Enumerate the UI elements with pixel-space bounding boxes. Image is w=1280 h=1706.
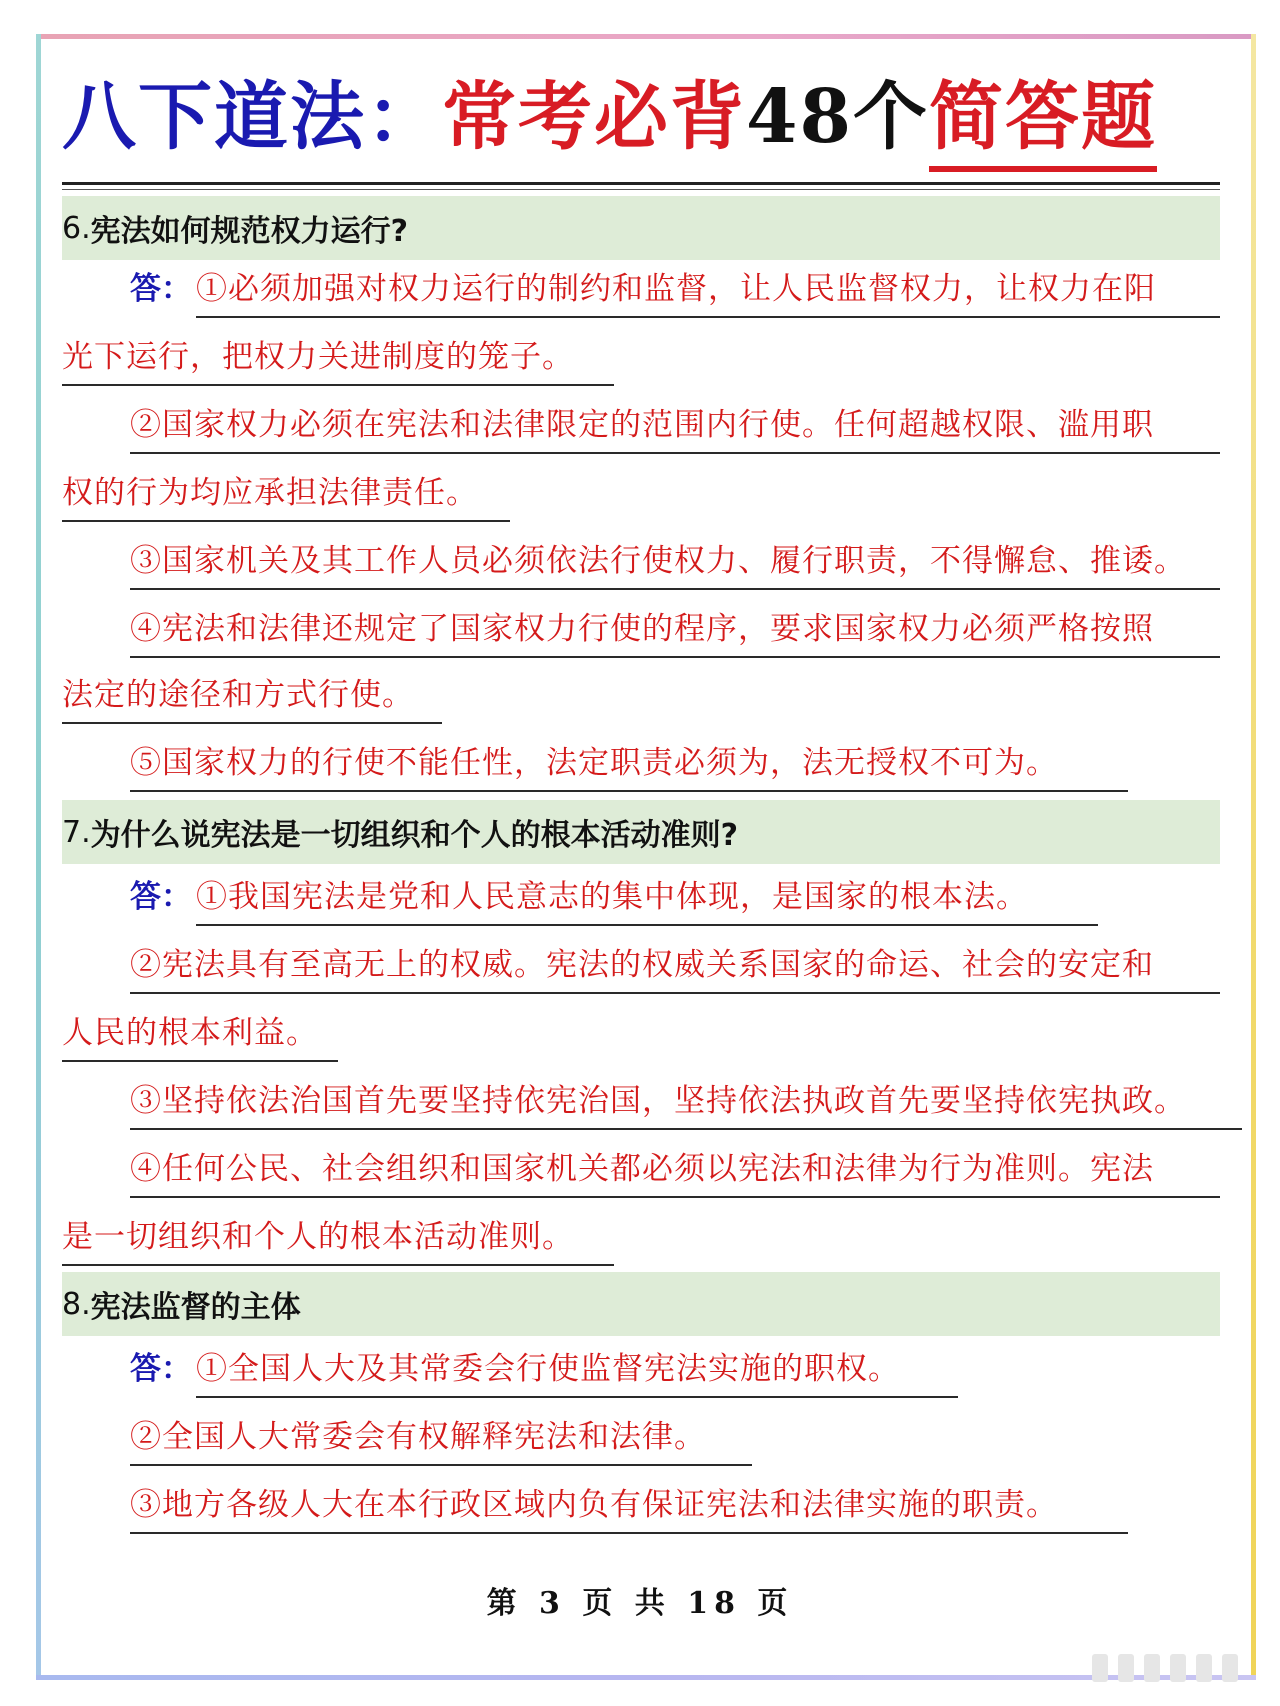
frame-right-border xyxy=(1251,34,1256,1680)
answer-line: ①我国宪法是党和人民意志的集中体现，是国家的根本法。 xyxy=(196,874,1098,926)
answer-line: 法定的途径和方式行使。 xyxy=(62,672,442,724)
answer-line: ⑤国家权力的行使不能任性，法定职责必须为，法无授权不可为。 xyxy=(130,740,1128,792)
question-header xyxy=(62,800,1220,864)
answer-line: ③坚持依法治国首先要坚持依宪治国，坚持依法执政首先要坚持依宪执政。 xyxy=(130,1078,1242,1130)
question-text: 为什么说宪法是一切组织和个人的根本活动准则? xyxy=(90,818,739,853)
question-number: 8. xyxy=(62,1286,91,1322)
title-divider-thin xyxy=(62,189,1220,190)
question-header xyxy=(62,1272,1220,1336)
watermark-decoration xyxy=(1070,1650,1238,1686)
title-count: 48个 xyxy=(746,74,929,160)
answer-line: 是一切组织和个人的根本活动准则。 xyxy=(62,1214,614,1266)
frame-left-border xyxy=(36,34,41,1680)
question-header xyxy=(62,196,1220,260)
page-number: 第 3 页 共 18 页 xyxy=(486,1586,794,1621)
answer-line: ③地方各级人大在本行政区域内负有保证宪法和法律实施的职责。 xyxy=(130,1482,1128,1534)
answer-label: 答： xyxy=(130,271,192,307)
answer-line: ④宪法和法律还规定了国家权力行使的程序，要求国家权力必须严格按照 xyxy=(130,606,1220,658)
frame-top-border xyxy=(36,34,1256,39)
page-title xyxy=(62,58,1232,168)
question-text: 宪法监督的主体 xyxy=(90,1290,301,1325)
title-subject: 八下道法： xyxy=(62,74,442,160)
answer-line: ②全国人大常委会有权解释宪法和法律。 xyxy=(130,1414,752,1466)
answer-line: 权的行为均应承担法律责任。 xyxy=(62,470,510,522)
answer-line: 光下运行，把权力关进制度的笼子。 xyxy=(62,334,614,386)
answer-line: ③国家机关及其工作人员必须依法行使权力、履行职责，不得懈怠、推诿。 xyxy=(130,538,1220,590)
title-topic: 简答题 xyxy=(929,58,1157,172)
question-text: 宪法如何规范权力运行? xyxy=(90,214,409,249)
answer-line: ②宪法具有至高无上的权威。宪法的权威关系国家的命运、社会的安定和 xyxy=(130,942,1220,994)
answer-line: ①全国人大及其常委会行使监督宪法实施的职权。 xyxy=(196,1346,958,1398)
title-divider xyxy=(62,182,1220,185)
title-highlight: 常考必背 xyxy=(442,74,746,160)
answer-line: ④任何公民、社会组织和国家机关都必须以宪法和法律为行为准则。宪法 xyxy=(130,1146,1220,1198)
answer-line: ②国家权力必须在宪法和法律限定的范围内行使。任何超越权限、滥用职 xyxy=(130,402,1220,454)
answer-label: 答： xyxy=(130,879,192,915)
answer-line: ①必须加强对权力运行的制约和监督，让人民监督权力，让权力在阳 xyxy=(196,266,1220,318)
answer-line: 人民的根本利益。 xyxy=(62,1010,338,1062)
question-number: 6. xyxy=(62,210,91,246)
answer-label: 答： xyxy=(130,1351,192,1387)
question-number: 7. xyxy=(62,814,91,850)
